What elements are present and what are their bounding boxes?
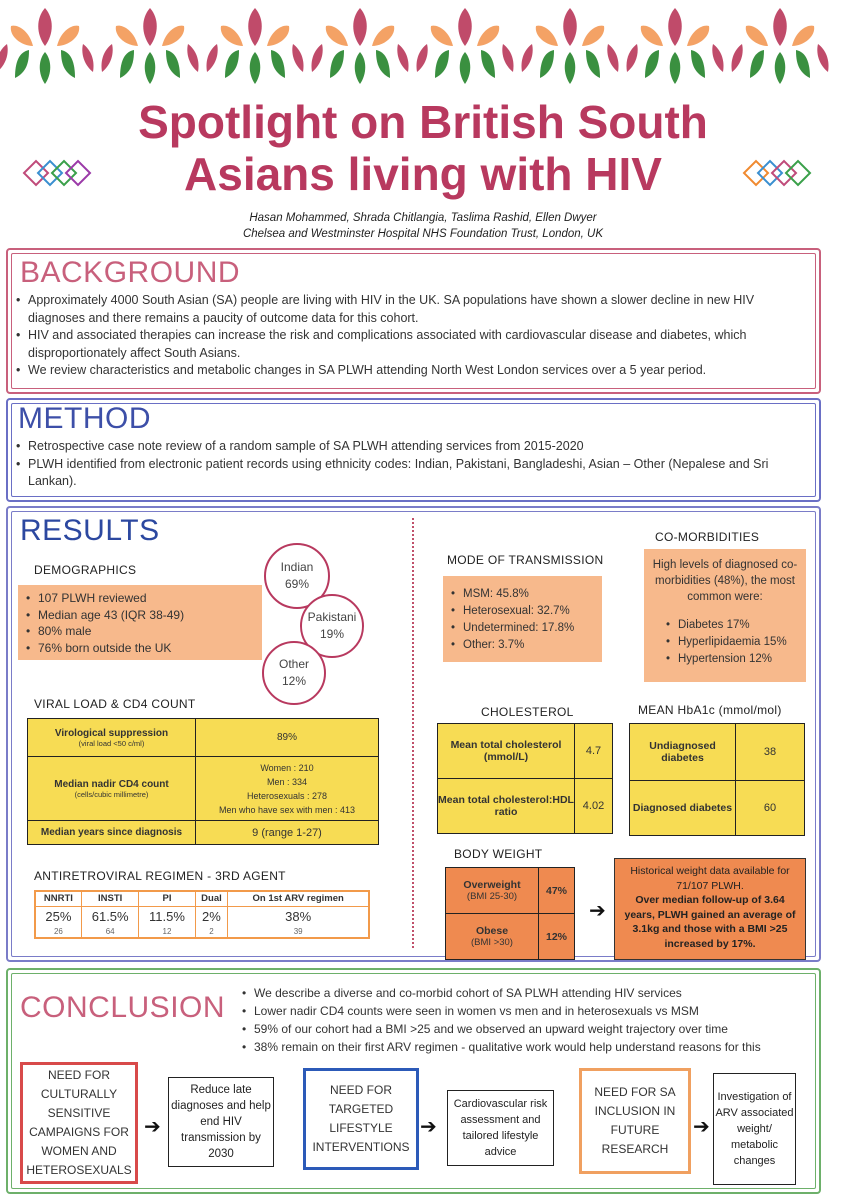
years-value: 9 (range 1-27) bbox=[196, 821, 379, 845]
bw-label: Obese bbox=[475, 925, 509, 937]
method-section bbox=[6, 398, 821, 502]
flower-motif bbox=[206, 8, 303, 84]
arv-percent: 2% bbox=[195, 906, 228, 926]
arv-count: 12 bbox=[139, 926, 195, 938]
title-line-2: Asians living with HIV bbox=[184, 148, 662, 200]
bw-sub: (BMI >30) bbox=[471, 937, 513, 948]
demographics-box bbox=[18, 585, 262, 660]
arv-count: 2 bbox=[195, 926, 228, 938]
list-item: • Approximately 4000 South Asian (SA) people are living with HIV in the UK. SA populations have shown a slower decline in new HIV diagnoses and there remains a paucity of outcome data for this cohort. bbox=[16, 292, 806, 327]
authors: Hasan Mohammed, Shrada Chitlangia, Taslima Rashid, Ellen Dwyer bbox=[249, 212, 597, 224]
authors-block bbox=[100, 210, 746, 242]
arv-count: 26 bbox=[35, 926, 81, 938]
cholesterol-heading: CHOLESTEROL bbox=[481, 705, 574, 719]
hba1c-label: Undiagnosed diabetes bbox=[630, 724, 736, 781]
list-item: • Undetermined: 17.8% bbox=[451, 620, 594, 637]
circle-label: Pakistani bbox=[307, 610, 357, 624]
right-arrow-icon: ➔ bbox=[144, 1116, 161, 1138]
list-item: • Hyperlipidaemia 15% bbox=[666, 634, 800, 651]
chol-label: Mean total cholesterol (mmol/L) bbox=[438, 724, 575, 779]
circle-value: 19% bbox=[319, 627, 345, 641]
arv-col: NNRTI bbox=[35, 891, 81, 906]
cd4-value: Men : 334 bbox=[266, 776, 308, 787]
comorbidities-box bbox=[644, 549, 806, 682]
other-circle bbox=[262, 641, 326, 705]
list-item: • 80% male bbox=[26, 623, 254, 640]
hba1c-value: 60 bbox=[736, 781, 805, 836]
arv-col: Dual bbox=[195, 891, 228, 906]
action-text: Reduce late diagnoses and help end HIV transmission by 2030 bbox=[171, 1084, 271, 1160]
comorbidities-intro: High levels of diagnosed co-morbidities (48%), the most common were: bbox=[652, 559, 798, 603]
list-item: • 38% remain on their first ARV regimen - qualitative work would help understand reasons for this bbox=[242, 1038, 812, 1056]
need-text: NEED FOR SA INCLUSION IN FUTURE RESEARCH bbox=[594, 1085, 676, 1156]
list-item: • PLWH identified from electronic patient records using ethnicity codes: Indian, Pakistani, Bangladeshi, Asian – Other (Nepalese and Sri Lankan). bbox=[16, 456, 806, 491]
list-item: • MSM: 45.8% bbox=[451, 586, 594, 603]
results-title: RESULTS bbox=[20, 514, 160, 547]
flower-motif bbox=[101, 8, 198, 84]
vl-value: 89% bbox=[276, 732, 297, 743]
arv-count: 39 bbox=[228, 926, 369, 938]
body-weight-table bbox=[445, 867, 575, 960]
body-weight-heading: BODY WEIGHT bbox=[454, 847, 543, 861]
action-text: Cardiovascular risk assessment and tailored lifestyle advice bbox=[453, 1098, 548, 1158]
background-bullets bbox=[16, 292, 806, 380]
viral-load-table bbox=[27, 718, 379, 845]
list-item: • 59% of our cohort had a BMI >25 and we observed an upward weight trajectory over time bbox=[242, 1020, 812, 1038]
arv-percent: 11.5% bbox=[139, 906, 195, 926]
circle-label: Other bbox=[278, 657, 309, 671]
results-divider bbox=[412, 518, 414, 948]
need-box-campaigns bbox=[20, 1062, 138, 1184]
need-text: NEED FOR CULTURALLY SENSITIVE CAMPAIGNS FOR WOMEN AND HETEROSEXUALS bbox=[26, 1068, 132, 1177]
weight-note-plain: Historical weight data available for 71/107 PLWH. bbox=[630, 865, 790, 892]
vl-sub: (viral load <50 c/ml) bbox=[78, 738, 145, 748]
cd4-value: Women : 210 bbox=[260, 762, 314, 773]
background-section bbox=[6, 248, 821, 394]
title-line-1: Spotlight on British South bbox=[138, 96, 708, 148]
list-item: • We review characteristics and metabolic changes in SA PLWH attending North West London services over a 5 year period. bbox=[16, 362, 806, 380]
weight-note-box bbox=[614, 858, 806, 960]
flower-motif bbox=[416, 8, 513, 84]
action-text: Investigation of ARV associated weight/ metabolic changes bbox=[715, 1091, 794, 1167]
cholesterol-table bbox=[437, 723, 613, 834]
bw-value: 12% bbox=[539, 914, 575, 960]
list-item: • Lower nadir CD4 counts were seen in women vs men and in heterosexuals vs MSM bbox=[242, 1002, 812, 1020]
right-arrow-icon: ➔ bbox=[420, 1116, 437, 1138]
flower-motif bbox=[311, 8, 408, 84]
circle-label: Indian bbox=[280, 560, 314, 574]
viral-load-heading: VIRAL LOAD & CD4 COUNT bbox=[34, 697, 196, 711]
transmission-list bbox=[451, 586, 594, 654]
list-item: • Other: 3.7% bbox=[451, 637, 594, 654]
arv-count: 64 bbox=[81, 926, 139, 938]
cd4-value: Men who have sex with men : 413 bbox=[218, 804, 356, 815]
right-arrow-icon: ➔ bbox=[589, 900, 606, 922]
hba1c-value: 38 bbox=[736, 724, 805, 781]
list-item: • Median age 43 (IQR 38-49) bbox=[26, 607, 254, 624]
circle-value: 12% bbox=[281, 674, 307, 688]
arv-percent: 25% bbox=[35, 906, 81, 926]
cd4-value: Heterosexuals : 278 bbox=[246, 790, 328, 801]
arv-col: On 1st ARV regimen bbox=[228, 891, 369, 906]
flower-motif bbox=[626, 8, 723, 84]
weight-note-bold: Over median follow-up of 3.64 years, PLWH gained an average of 3.1kg and those with a BMI >25 increased by 17%. bbox=[624, 894, 796, 950]
chol-ratio-label: Mean total cholesterol:HDL ratio bbox=[438, 779, 575, 834]
conclusion-bullets bbox=[242, 984, 812, 1056]
list-item: • Heterosexual: 32.7% bbox=[451, 603, 594, 620]
list-item: • HIV and associated therapies can increase the risk and complications associated with cardiovascular disease and diabetes, which disproportionately affect South Asians. bbox=[16, 327, 806, 362]
transmission-heading: MODE OF TRANSMISSION bbox=[447, 553, 604, 567]
arv-table bbox=[34, 890, 370, 939]
diamond-chain-decoration-left bbox=[22, 152, 92, 194]
chol-ratio-value: 4.02 bbox=[575, 779, 613, 834]
list-item: • 76% born outside the UK bbox=[26, 640, 254, 657]
action-box-cardiovascular bbox=[447, 1090, 554, 1166]
hba1c-label: Diagnosed diabetes bbox=[630, 781, 736, 836]
circle-value: 69% bbox=[284, 577, 310, 591]
affiliation: Chelsea and Westminster Hospital NHS Foundation Trust, London, UK bbox=[242, 228, 604, 240]
conclusion-title: CONCLUSION bbox=[20, 991, 226, 1024]
hba1c-heading: MEAN HbA1c (mmol/mol) bbox=[638, 703, 782, 717]
arv-col: PI bbox=[139, 891, 195, 906]
transmission-box bbox=[443, 576, 602, 662]
arv-heading: ANTIRETROVIRAL REGIMEN - 3RD AGENT bbox=[34, 869, 286, 883]
need-box-research bbox=[579, 1068, 691, 1174]
need-box-lifestyle bbox=[303, 1068, 419, 1170]
flower-border-decoration bbox=[0, 0, 846, 90]
list-item: • Retrospective case note review of a random sample of SA PLWH attending services from 2015-2020 bbox=[16, 438, 806, 456]
demographics-list bbox=[26, 590, 254, 656]
bw-sub: (BMI 25-30) bbox=[466, 891, 518, 902]
list-item: • 107 PLWH reviewed bbox=[26, 590, 254, 607]
bw-label: Overweight bbox=[463, 879, 521, 891]
comorbidities-list bbox=[666, 617, 800, 668]
bw-value: 47% bbox=[539, 868, 575, 914]
need-text: NEED FOR TARGETED LIFESTYLE INTERVENTIONS bbox=[312, 1083, 410, 1154]
flower-motif bbox=[0, 8, 94, 84]
chol-value: 4.7 bbox=[575, 724, 613, 779]
action-box-diagnoses bbox=[168, 1077, 274, 1167]
arv-percent: 61.5% bbox=[81, 906, 139, 926]
comorbidities-heading: CO-MORBIDITIES bbox=[655, 530, 760, 544]
list-item: • Diabetes 17% bbox=[666, 617, 800, 634]
flower-motif bbox=[731, 8, 828, 84]
arv-percent: 38% bbox=[228, 906, 369, 926]
arv-col: INSTI bbox=[81, 891, 139, 906]
demographics-heading: DEMOGRAPHICS bbox=[34, 563, 137, 577]
method-bullets bbox=[16, 438, 806, 491]
method-title: METHOD bbox=[18, 402, 151, 435]
list-item: • We describe a diverse and co-morbid cohort of SA PLWH attending HIV services bbox=[242, 984, 812, 1002]
vl-label: Virological suppression bbox=[54, 727, 169, 739]
flower-motif bbox=[521, 8, 618, 84]
cd4-sub: (cells/cubic millimetre) bbox=[74, 789, 149, 799]
list-item: • Hypertension 12% bbox=[666, 651, 800, 668]
background-title: BACKGROUND bbox=[20, 256, 241, 289]
diamond-chain-decoration-right bbox=[742, 152, 812, 194]
cd4-label: Median nadir CD4 count bbox=[54, 778, 169, 790]
hba1c-table bbox=[629, 723, 805, 836]
action-box-investigation bbox=[713, 1073, 796, 1185]
right-arrow-icon: ➔ bbox=[693, 1116, 710, 1138]
years-label: Median years since diagnosis bbox=[28, 821, 196, 845]
poster-title bbox=[100, 96, 746, 200]
